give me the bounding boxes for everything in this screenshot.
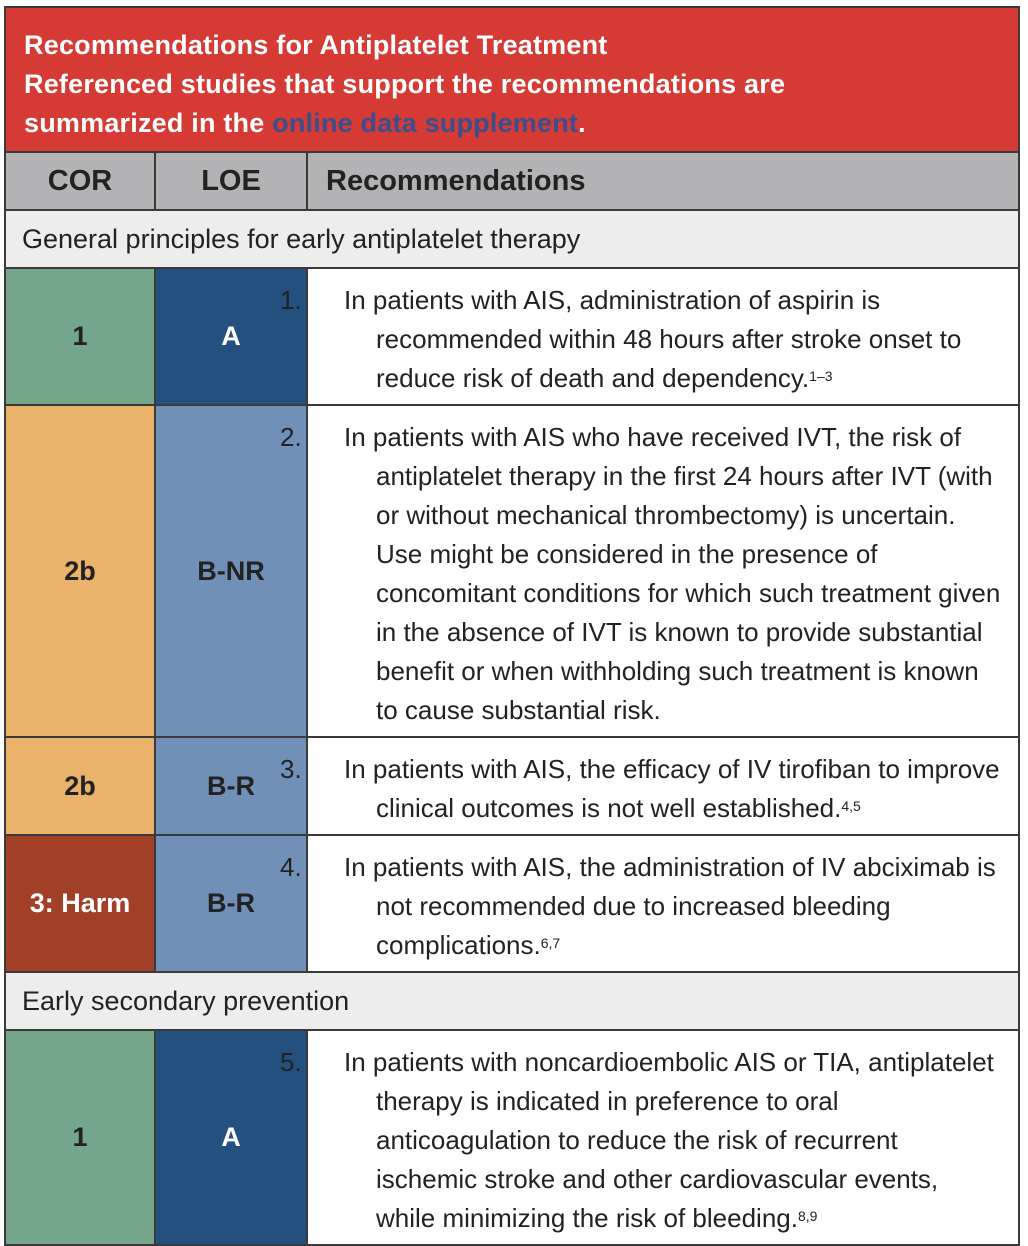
column-header-cor: COR xyxy=(6,153,156,209)
loe-cell: B-R xyxy=(156,836,308,971)
reference-superscript: 6,7 xyxy=(540,935,561,951)
recommendation-number: 1. xyxy=(280,285,302,315)
reference-superscript: 1–3 xyxy=(809,368,833,384)
recommendation-cell xyxy=(280,1031,1018,1244)
cor-cell: 1 xyxy=(6,1031,156,1244)
cor-cell: 3: Harm xyxy=(6,836,156,971)
recommendations-table xyxy=(4,6,1020,1246)
title-line-2: Referenced studies that support the recommendations are xyxy=(24,69,786,99)
section-header: Early secondary prevention xyxy=(6,973,1018,1031)
recommendation-number: 3. xyxy=(280,754,302,784)
recommendation-text: 5. In patients with noncardioembolic AIS or TIA, antiplatelet therapy is indicated in preference to oral anticoagulation to reduce the risk of recurrent ischemic stroke and other cardiovascular events, while minimizing the risk of bleeding.$^{8,9}$ xyxy=(344,1043,1002,1238)
loe-cell: B-R xyxy=(156,738,308,834)
recommendation-text: 3. In patients with AIS, the efficacy of IV tirofiban to improve clinical outcomes is not well established.$^{4,5}$ xyxy=(344,750,1002,828)
recommendation-text: 4. In patients with AIS, the administration of IV abciximab is not recommended due to increased bleeding complications.$^{6,7}$ xyxy=(344,848,1002,965)
recommendation-number: 2. xyxy=(280,422,302,452)
recommendation-text: 2. In patients with AIS who have received IVT, the risk of antiplatelet therapy in the first 24 hours after IVT (with or without mechanical thrombectomy) is uncertain. Use might be considered in the presence of concomitant conditions for which such treatment given in the absence of IVT is known to provide substantial benefit or when withholding such treatment is known to cause substantial risk. xyxy=(344,418,1002,730)
table-row xyxy=(6,406,1018,738)
title-line-3 xyxy=(24,104,1018,143)
reference-superscript: 4,5 xyxy=(841,798,861,814)
cor-cell: 2b xyxy=(6,738,156,834)
recommendation-text: 1. In patients with AIS, administration of aspirin is recommended within 48 hours after stroke onset to reduce risk of death and dependency.$^{1-3}$ xyxy=(344,281,1002,398)
loe-cell: A xyxy=(156,269,308,404)
title-line-1: Recommendations for Antiplatelet Treatment xyxy=(24,30,608,60)
cor-cell: 1 xyxy=(6,269,156,404)
column-header-loe: LOE xyxy=(156,153,308,209)
recommendation-cell xyxy=(280,269,1018,404)
online-data-supplement-link[interactable]: online data supplement xyxy=(272,108,579,138)
table-row xyxy=(6,1031,1018,1246)
table-title xyxy=(6,8,1018,153)
recommendation-cell xyxy=(280,836,1018,971)
reference-superscript: 8,9 xyxy=(797,1208,818,1224)
table-row xyxy=(6,269,1018,406)
column-header-recommendations: Recommendations xyxy=(326,164,586,197)
recommendation-cell xyxy=(280,738,1018,834)
recommendation-cell xyxy=(280,406,1018,736)
table-row xyxy=(6,836,1018,973)
loe-cell: A xyxy=(156,1031,308,1244)
cor-cell: 2b xyxy=(6,406,156,736)
title-line-3-prefix: summarized in the xyxy=(24,108,273,138)
table-body xyxy=(6,211,1018,1246)
recommendation-number: 5. xyxy=(280,1047,302,1077)
title-line-3-suffix: . xyxy=(578,108,586,138)
recommendation-number: 4. xyxy=(280,852,302,882)
column-headers xyxy=(6,153,1018,211)
table-row xyxy=(6,738,1018,836)
section-header: General principles for early antiplatelet therapy xyxy=(6,211,1018,269)
loe-cell: B-NR xyxy=(156,406,308,736)
